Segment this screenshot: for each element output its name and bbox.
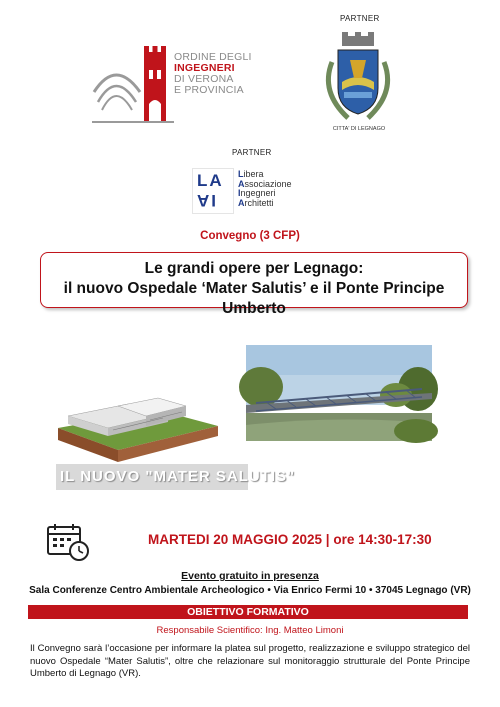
laai-rest-3: ngegneri	[240, 188, 276, 199]
laai-cap-2: A	[238, 178, 245, 189]
hospital-caption: IL NUOVO "MATER SALUTIS"	[60, 468, 296, 485]
scientific-responsible: Responsabile Scientifico: Ing. Matteo Limoni	[156, 625, 344, 636]
laai-logo	[192, 168, 312, 216]
legnago-crest-logo	[318, 32, 398, 132]
laai-rest-4: rchitetti	[244, 197, 274, 208]
objective-description: Il Convegno sarà l’occasione per informare la platea sul progetto, realizzazione e sviluppo strategico del nuovo Ospedale “Mater Salutis”, oltre che relazionare sul monitoraggio strutturale del Ponte Principe Umberto di Legnago (VR).	[30, 643, 470, 679]
event-title-line-2: il nuovo Ospedale ‘Mater Salutis’ e il Ponte Principe Umberto	[63, 280, 445, 317]
laai-cap-3: I	[238, 188, 241, 199]
ordine-ingegneri-logo	[92, 44, 302, 124]
calendar-clock-icon	[46, 522, 90, 562]
objective-bar: OBIETTIVO FORMATIVO	[28, 605, 468, 619]
event-title-box	[40, 252, 468, 317]
ordine-ingegneri-mark	[92, 44, 174, 124]
event-date-time: MARTEDI 20 MAGGIO 2025 | ore 14:30-17:30	[148, 532, 432, 547]
crest-icon	[318, 32, 398, 124]
event-venue: Sala Conferenze Centro Ambientale Archeologico • Via Enrico Fermi 10 • 37045 Legnago (VR)	[29, 585, 471, 596]
ordine-line-4: E PROVINCIA	[174, 84, 244, 96]
free-event-label: Evento gratuito in presenza	[181, 570, 319, 582]
crest-caption: CITTA' DI LEGNAGO	[332, 126, 386, 132]
ordine-line-3: DI VERONA	[174, 73, 234, 85]
event-title-line-1: Le grandi opere per Legnago:	[144, 260, 364, 277]
laai-cap-4: A	[238, 197, 245, 208]
hospital-caption-bar	[56, 464, 296, 490]
event-type-label: Convegno (3 CFP)	[200, 230, 300, 242]
laai-cap-1: L	[238, 169, 244, 179]
hospital-render	[58, 376, 218, 466]
laai-mark-top: LA	[197, 171, 224, 190]
laai-mark-bottom: AI	[197, 191, 218, 210]
laai-rest-1: ibera	[243, 169, 264, 179]
laai-rest-2: ssociazione	[244, 178, 292, 189]
partner-label-middle: PARTNER	[232, 148, 272, 157]
bridge-photo	[246, 345, 432, 441]
partner-label-top: PARTNER	[340, 14, 380, 23]
ordine-line-1: ORDINE DEGLI	[174, 51, 252, 63]
laai-mark	[192, 168, 234, 214]
ordine-line-2: INGEGNERI	[174, 62, 235, 74]
